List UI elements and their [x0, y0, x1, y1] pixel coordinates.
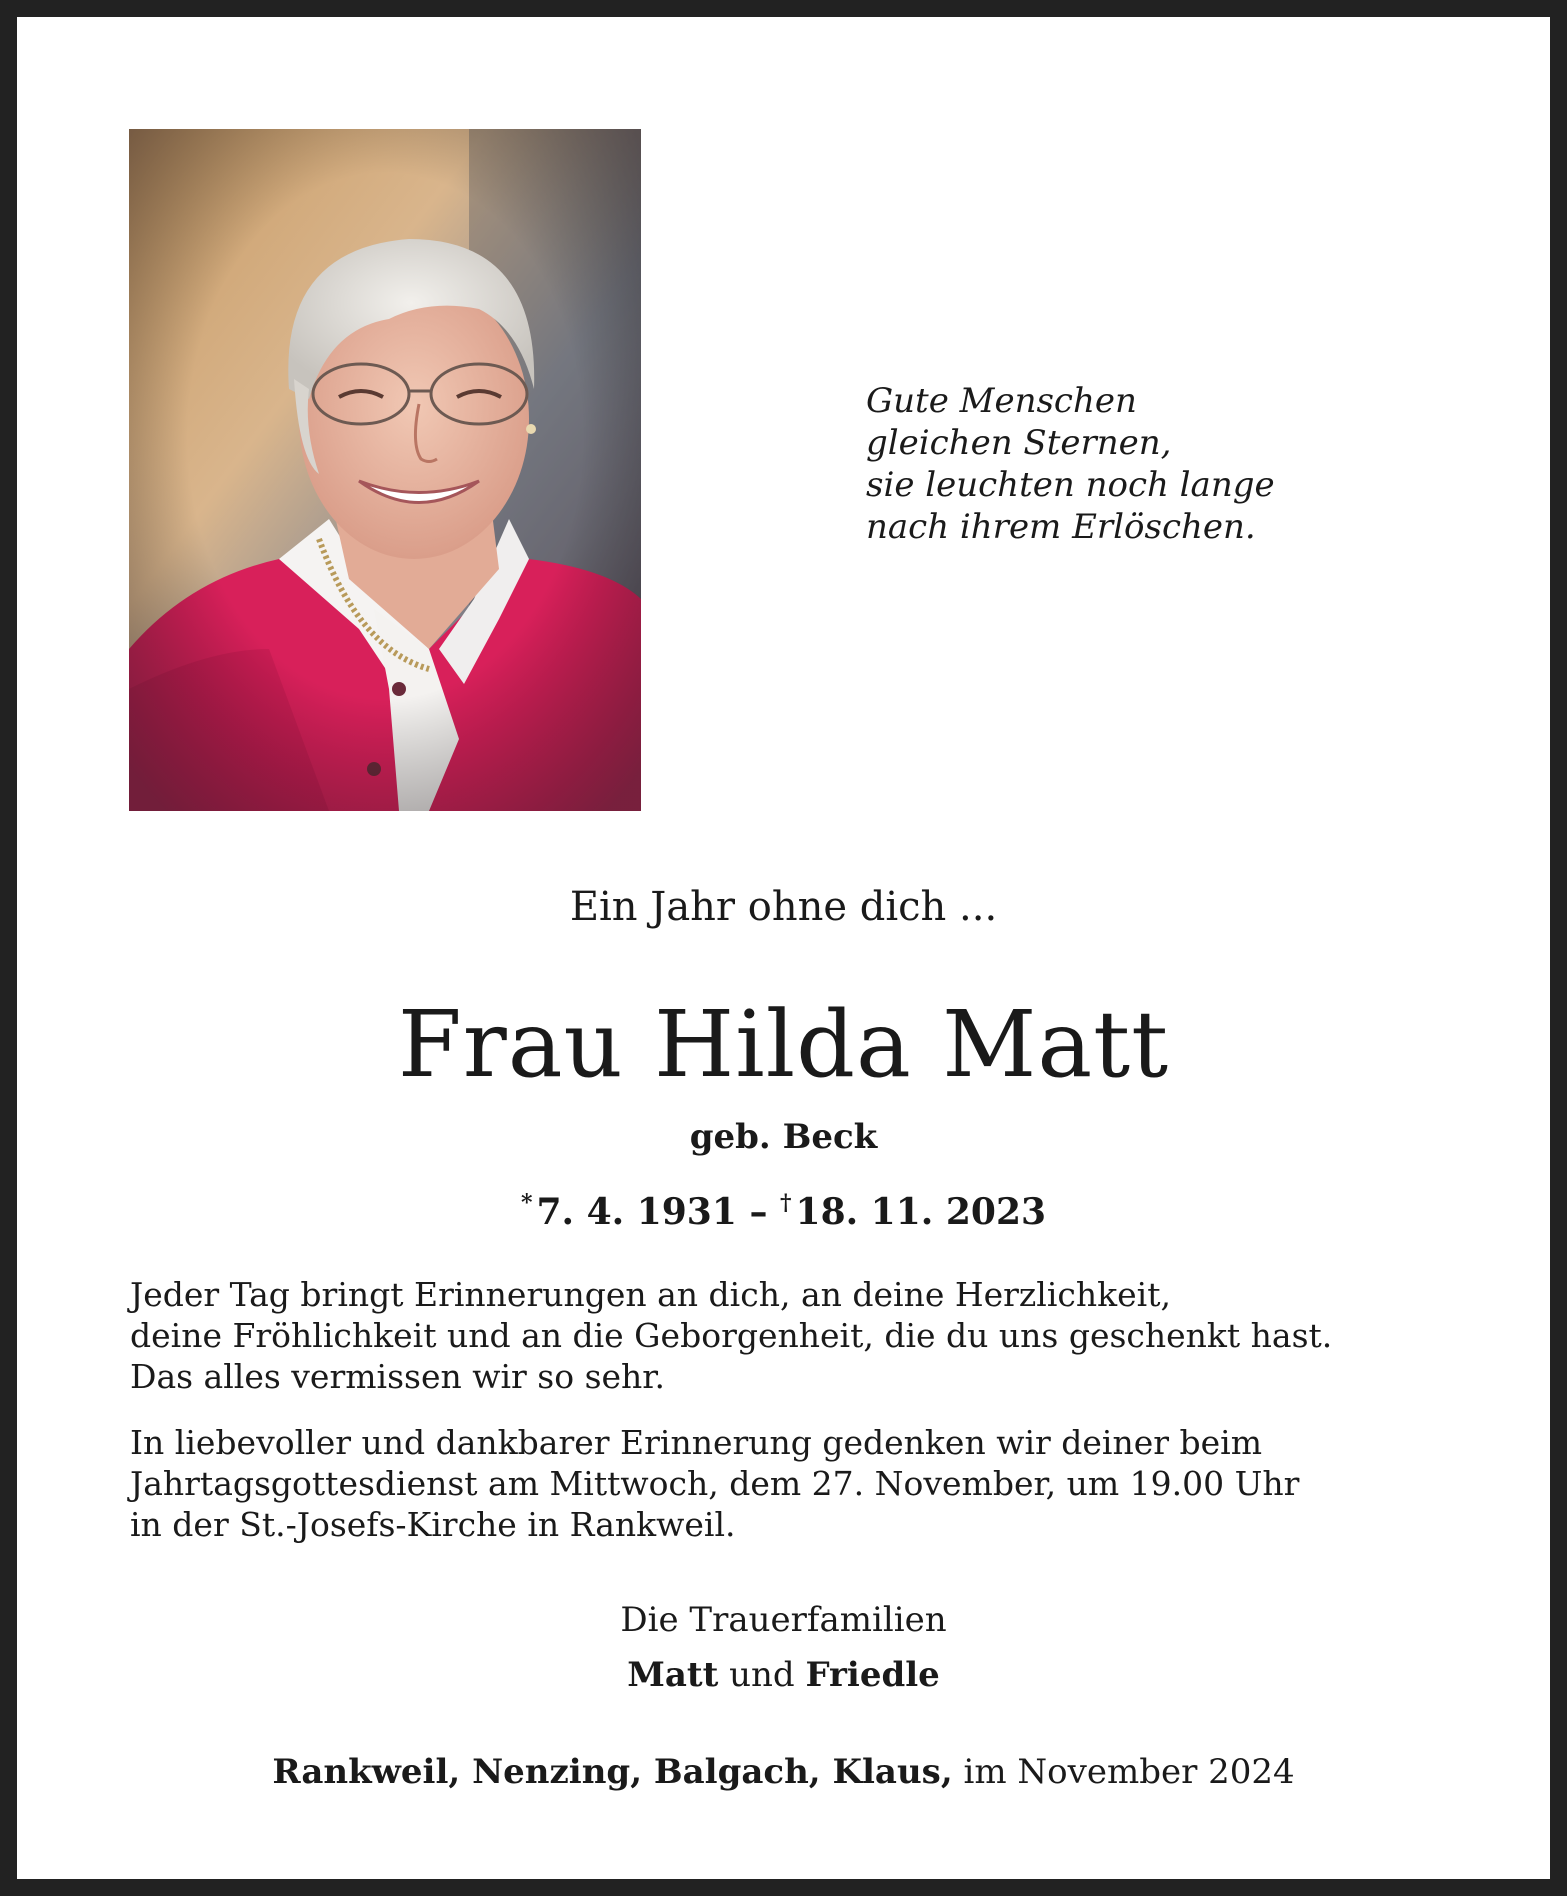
quote-line: nach ihrem Erlöschen.	[866, 507, 1256, 547]
death-symbol: †	[780, 1190, 792, 1216]
birth-symbol: *	[520, 1190, 533, 1216]
families-names	[0, 1651, 1567, 1699]
paragraph-line: Jeder Tag bringt Erinnerungen an dich, an deine Herzlichkeit,	[130, 1275, 1171, 1314]
paragraph-line: Das alles vermissen wir so sehr.	[130, 1357, 665, 1396]
paragraph-line: deine Fröhlichkeit und an die Geborgenheit, die du uns geschenkt hast.	[130, 1316, 1333, 1355]
families-label: Die Trauerfamilien	[620, 1600, 947, 1640]
portrait-illustration	[129, 129, 641, 811]
deceased-name: Frau Hilda Matt	[397, 991, 1170, 1098]
life-dates	[0, 1178, 1567, 1237]
family-name-2: Friedle	[805, 1655, 940, 1695]
quote-line: Gute Menschen	[866, 381, 1137, 421]
paragraph-line: Jahrtagsgottesdienst am Mittwoch, dem 27. November, um 19.00 Uhr	[130, 1464, 1300, 1503]
memorial-quote	[866, 380, 1426, 548]
closing-date: im November 2024	[963, 1752, 1295, 1792]
maiden-name: geb. Beck	[689, 1117, 878, 1157]
closing-line	[0, 1748, 1567, 1796]
death-date: 18. 11. 2023	[795, 1191, 1047, 1233]
closing-places: Rankweil, Nenzing, Balgach, Klaus,	[272, 1752, 953, 1792]
quote-line: sie leuchten noch lange	[866, 465, 1275, 505]
paragraph-service	[130, 1422, 1430, 1545]
family-name-1: Matt	[627, 1655, 719, 1695]
date-separator: –	[749, 1191, 768, 1233]
families-connector: und	[729, 1655, 795, 1695]
quote-line: gleichen Sternen,	[866, 423, 1172, 463]
birth-date: 7. 4. 1931	[536, 1191, 737, 1233]
intro-line: Ein Jahr ohne dich ...	[569, 884, 998, 930]
portrait-photo	[129, 129, 641, 811]
paragraph-line: in der St.-Josefs-Kirche in Rankweil.	[130, 1505, 736, 1544]
paragraph-memories	[130, 1274, 1430, 1397]
paragraph-line: In liebevoller und dankbarer Erinnerung gedenken wir deiner beim	[130, 1423, 1263, 1462]
